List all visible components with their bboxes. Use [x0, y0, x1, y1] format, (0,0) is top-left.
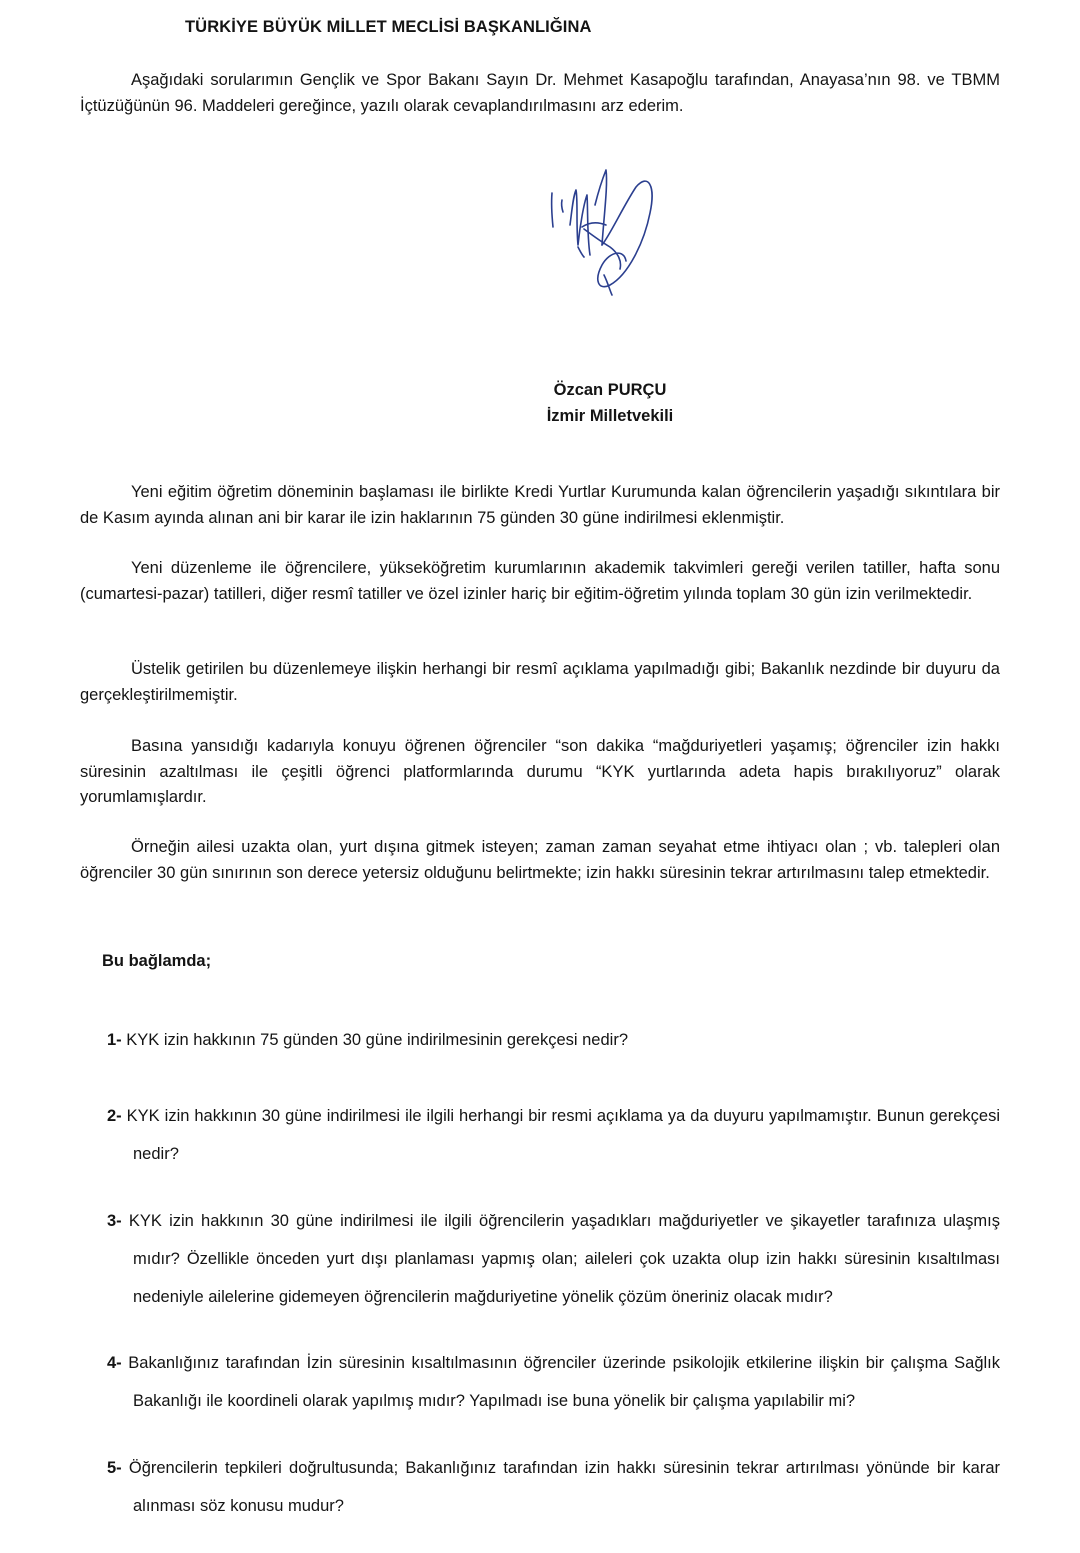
- question-text: KYK izin hakkının 30 güne indirilmesi ile ilgili herhangi bir resmi açıklama ya da duyuru yapılmamıştır. Bunun gerekçesi nedir?: [126, 1107, 1000, 1163]
- question-number: 1-: [107, 1031, 122, 1049]
- question-number: 5-: [107, 1459, 122, 1477]
- question-number: 3-: [107, 1212, 122, 1230]
- question-item-3: [107, 1202, 1000, 1316]
- handwritten-signature: [540, 165, 665, 300]
- body-paragraph-1: Yeni eğitim öğretim döneminin başlaması ile birlikte Kredi Yurtlar Kurumunda kalan öğrencilerin yaşadığı sıkıntılara bir de Kasım ayında alınan ani bir karar ile izin haklarının 75 günden 30 güne indirilmesi eklenmiştir.: [80, 483, 1000, 527]
- question-text: KYK izin hakkının 30 güne indirilmesi ile ilgili öğrencilerin yaşadıkları mağduriyetler ve şikayetler tarafınıza ulaşmış mıdır? Özellikle önceden yurt dışı planlaması yapmış olan; aileleri çok uzakta olup izin hakkı süresinin kısaltılması nedeniyle ailelerine gidemeyen öğrencilerin mağduriyetine yönelik çözüm öneriniz olacak mıdır?: [128, 1212, 1000, 1306]
- question-number: 4-: [107, 1354, 122, 1372]
- question-item-2: [107, 1097, 1000, 1173]
- signatory-name: Özcan PURÇU: [553, 381, 667, 399]
- signatory-title: İzmir Milletvekili: [546, 407, 674, 425]
- intro-paragraph: Aşağıdaki sorularımın Gençlik ve Spor Bakanı Sayın Dr. Mehmet Kasapoğlu tarafından, Anayasa’nın 98. ve TBMM İçtüzüğünün 96. Maddeleri gereğince, yazılı olarak cevaplandırılmasını arz ederim.: [80, 71, 1000, 115]
- document-title: TÜRKİYE BÜYÜK MİLLET MECLİSİ BAŞKANLIĞINA: [185, 18, 592, 36]
- question-text: Bakanlığınız tarafından İzin süresinin kısaltılmasının öğrenciler üzerinde psikolojik etkilerine ilişkin bir çalışma Sağlık Bakanlığı ile koordineli olarak yapılmış mıdır? Yapılmadı ise buna yönelik bir çalışma yapılabilir mi?: [128, 1354, 1001, 1410]
- body-paragraph-4: Basına yansıdığı kadarıyla konuyu öğrenen öğrenciler “son dakika “mağduriyetleri yaşamış; öğrenciler izin hakkı süresinin azaltılması ile çeşitli öğrenci platformlarında durumu “KYK yurtlarında adeta hapis bırakılıyoruz” olarak yorumlamışlardır.: [80, 737, 1000, 806]
- questions-lead: Bu bağlamda;: [102, 952, 212, 970]
- body-paragraph-2: Yeni düzenleme ile öğrencilere, yükseköğretim kurumlarının akademik takvimleri gereği verilen tatiller, hafta sonu (cumartesi-pazar) tatilleri, diğer resmî tatiller ve özel izinler hariç bir eğitim-öğretim yılında toplam 30 gün izin verilmektedir.: [80, 559, 1000, 603]
- question-item-5: [107, 1449, 1000, 1525]
- question-number: 2-: [107, 1107, 122, 1125]
- body-paragraph-5: Örneğin ailesi uzakta olan, yurt dışına gitmek isteyen; zaman zaman seyahat etme ihtiyacı olan ; vb. talepleri olan öğrenciler 30 gün sınırının son derece yetersiz olduğunu belirtmekte; izin hakkı süresinin tekrar artırılmasını talep etmektedir.: [80, 838, 1000, 882]
- question-text: Öğrencilerin tepkileri doğrultusunda; Bakanlığınız tarafından izin hakkı süresinin tekrar artırılması yönünde bir karar alınması söz konusu mudur?: [128, 1459, 1000, 1515]
- question-item-1: [107, 1021, 1000, 1059]
- question-item-4: [107, 1344, 1000, 1420]
- question-text: KYK izin hakkının 75 günden 30 güne indirilmesinin gerekçesi nedir?: [126, 1031, 628, 1049]
- body-paragraph-3: Üstelik getirilen bu düzenlemeye ilişkin herhangi bir resmî açıklama yapılmadığı gibi; Bakanlık nezdinde bir duyuru da gerçekleştirilmemiştir.: [80, 660, 1000, 704]
